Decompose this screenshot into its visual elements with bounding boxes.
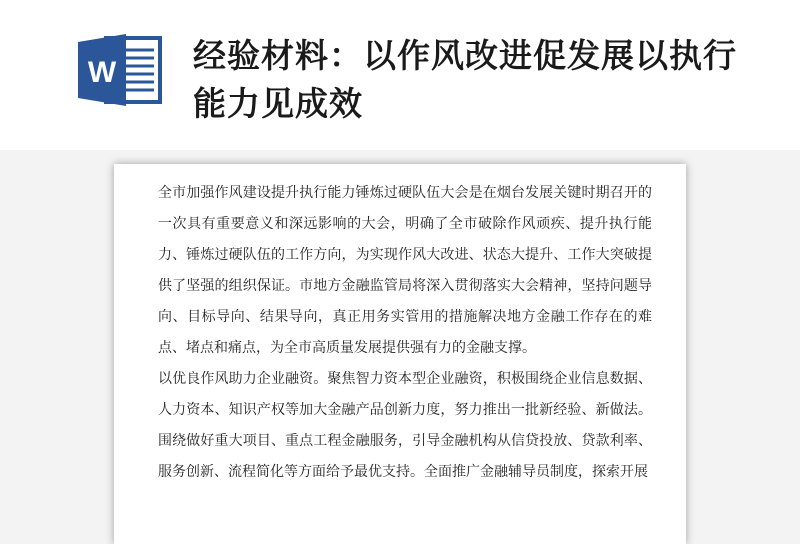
word-icon-letter: W: [87, 56, 117, 89]
paragraph-1: 全市加强作风建设提升执行能力锤炼过硬队伍大会是在烟台发展关键时期召开的一次具有重要意义和深远影响的大会，明确了全市破除作风顽疾、提升执行能力、锤炼过硬队伍的工作方向，为实现作风大改进、状态大提升、工作大突破提供了坚强的组织保证。市地方金融监管局将深入贯彻落实大会精神，坚持问题导向、目标导向、结果导向，真正用务实管用的措施解决地方金融工作存在的难点、堵点和痛点，为全市高质量发展提供强有力的金融支撑。: [158, 185, 652, 356]
header: [0, 0, 800, 150]
document-page: [114, 164, 686, 544]
document-body: [158, 178, 652, 488]
paragraph-2: 以优良作风助力企业融资。聚焦智力资本型企业融资，积极围绕企业信息数据、人力资本、知识产权等加大金融产品创新力度，努力推出一批新经验、新做法。围绕做好重大项目、重点工程金融服务，引导金融机构从信贷投放、贷款利率、服务创新、流程简化等方面给予最优支持。全面推广金融辅导员制度，探索开展: [158, 371, 652, 480]
word-icon: [76, 32, 164, 108]
document-title: 经验材料：以作风改进促发展以执行能力见成效: [193, 36, 737, 123]
